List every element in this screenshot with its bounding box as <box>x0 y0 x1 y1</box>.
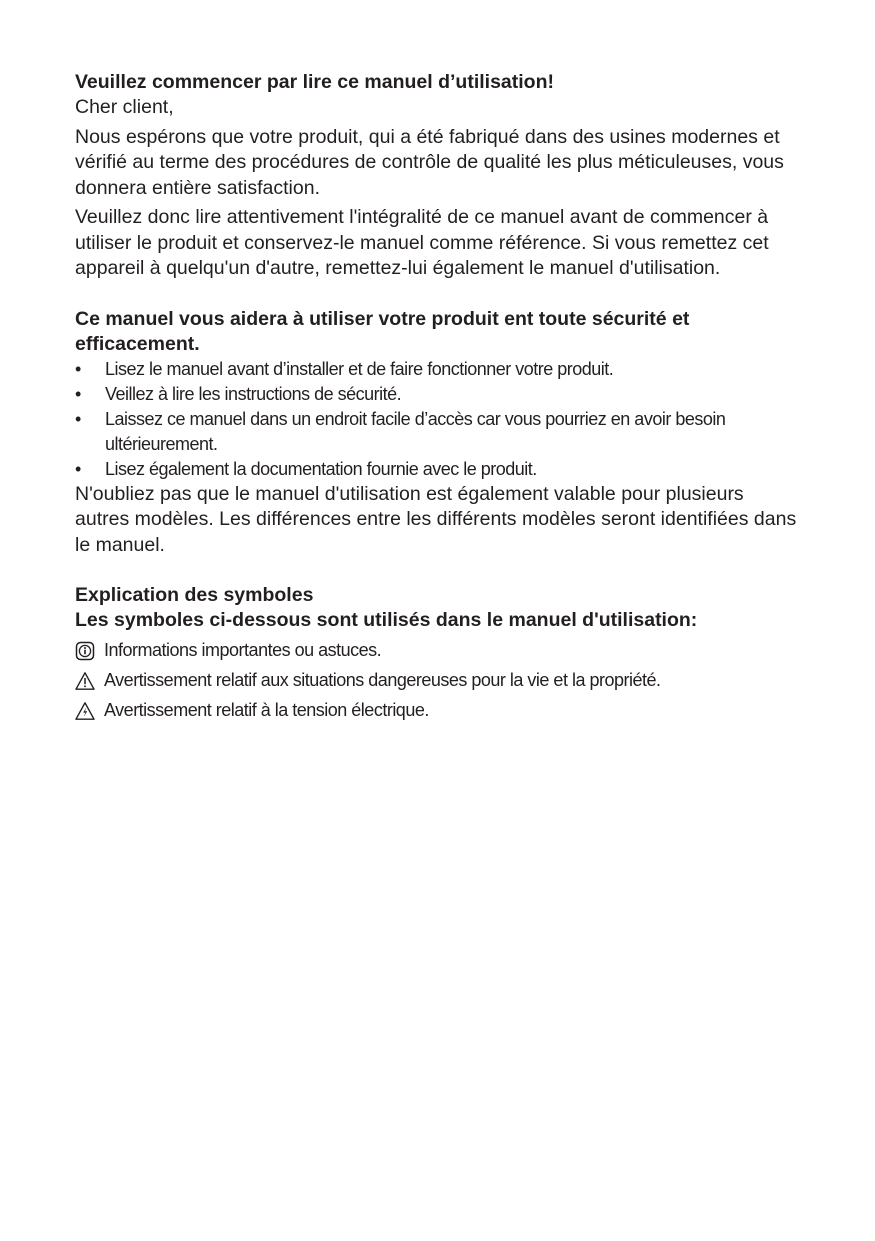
symbol-text-warning: Avertissement relatif aux situations dangereuses pour la vie et la propriété. <box>104 670 661 690</box>
salutation: Cher client, <box>75 96 174 118</box>
symbols-subheading: Les symboles ci-dessous sont utilisés dans le manuel d'utilisation: <box>75 609 698 631</box>
safety-heading: Ce manuel vous aidera à utiliser votre produit ent toute sécurité et efficacement. <box>75 307 690 355</box>
list-item <box>75 382 800 407</box>
symbol-row-warning <box>75 668 800 693</box>
symbol-row-info <box>75 638 800 663</box>
warning-icon <box>75 671 95 691</box>
symbol-text-info: Informations importantes ou astuces. <box>104 640 382 660</box>
list-item <box>75 457 800 482</box>
symbol-text-electric: Avertissement relatif à la tension électrique. <box>104 700 429 720</box>
intro-heading: Veuillez commencer par lire ce manuel d’utilisation! <box>75 71 554 93</box>
bullet-text: Lisez également la documentation fournie avec le produit. <box>105 458 537 479</box>
info-icon <box>75 641 95 661</box>
manual-page <box>75 70 800 723</box>
safety-bullet-list <box>75 357 800 482</box>
bullet-marker: • <box>75 458 82 479</box>
bullet-marker: • <box>75 408 82 429</box>
bullet-marker: • <box>75 383 82 404</box>
bullet-marker: • <box>75 358 82 379</box>
list-item <box>75 357 800 382</box>
bullet-text: Lisez le manuel avant d’installer et de faire fonctionner votre produit. <box>105 358 614 379</box>
symbol-row-electric <box>75 698 800 723</box>
list-item <box>75 407 800 457</box>
symbols-heading: Explication des symboles <box>75 584 314 606</box>
models-note: N'oubliez pas que le manuel d'utilisation est également valable pour plusieurs autres modèles. Les différences entre les différents modèles seront identifiées dans le manuel. <box>75 482 797 556</box>
intro-paragraph-1: Nous espérons que votre produit, qui a été fabriqué dans des usines modernes et vérifié au terme des procédures de contrôle de qualité les plus méticuleuses, vous donnera entière satisfaction. <box>75 125 784 199</box>
bullet-text: Veillez à lire les instructions de sécurité. <box>105 383 402 404</box>
bullet-text: Laissez ce manuel dans un endroit facile d’accès car vous pourriez en avoir besoin ultérieurement. <box>105 408 726 454</box>
intro-paragraph-2: Veuillez donc lire attentivement l'intégralité de ce manuel avant de commencer à utiliser le produit et conservez-le manuel comme référence. Si vous remettez cet appareil à quelqu'un d'autre, remettez-lui également le manuel d'utilisation. <box>75 206 769 279</box>
electric-warning-icon <box>75 701 95 721</box>
